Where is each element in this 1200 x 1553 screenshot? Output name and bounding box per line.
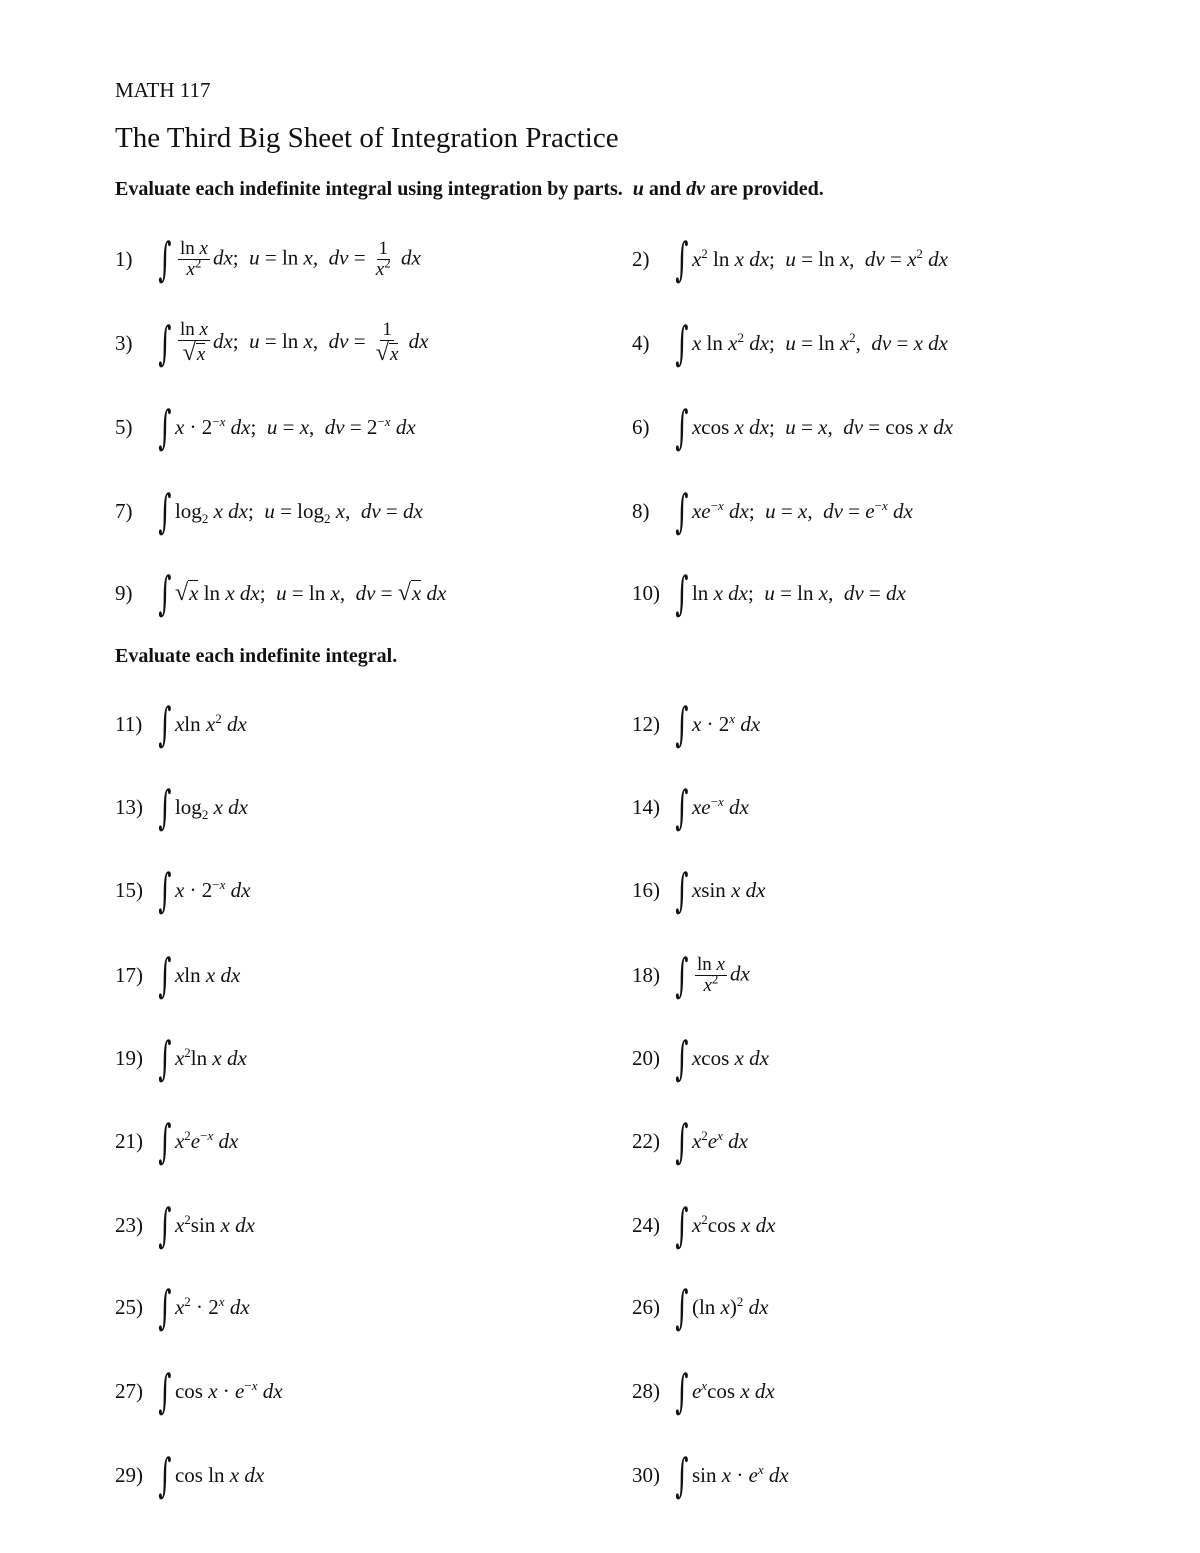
problem-number: 30) bbox=[632, 1462, 660, 1487]
problem-number: 17) bbox=[115, 962, 143, 987]
integral-symbol: ∫ bbox=[675, 484, 689, 538]
integral-symbol: ∫ bbox=[675, 1448, 689, 1502]
problem-30 bbox=[632, 1440, 789, 1510]
problem-18 bbox=[632, 940, 750, 1010]
integral-symbol: ∫ bbox=[158, 232, 172, 286]
problem-expression: $x^2\cos$ x dx bbox=[691, 1211, 776, 1237]
problem-9 bbox=[115, 558, 446, 628]
course-label: MATH 117 bbox=[115, 78, 211, 102]
problem-expression: xcos x dx bbox=[691, 1045, 769, 1070]
problem-20 bbox=[632, 1023, 769, 1093]
problem-12 bbox=[632, 689, 760, 759]
problem-expression: xln x dx bbox=[174, 962, 241, 987]
problem-10 bbox=[632, 558, 906, 628]
problem-expression: $\frac{\text{ln x}}{√x}$ dx; u = ln x, dv = $\frac{1}{√x}$ dx bbox=[179, 318, 429, 366]
integral-symbol: ∫ bbox=[158, 566, 172, 620]
integral-symbol: ∫ bbox=[675, 1031, 689, 1085]
integral-symbol: ∫ bbox=[675, 697, 689, 751]
problem-17 bbox=[115, 940, 240, 1010]
integral-symbol: ∫ bbox=[158, 1031, 172, 1085]
problem-expression: $\frac{\text{ln x}}{x^2}$ dx; u = ln x, dv = $\frac{1}{x^2}$ dx bbox=[179, 237, 421, 280]
problem-expression: $xe^{-x}$ dx bbox=[691, 793, 749, 819]
integral-symbol: ∫ bbox=[158, 400, 172, 454]
problem-14 bbox=[632, 772, 749, 842]
problem-number: 10) bbox=[632, 580, 660, 605]
problem-expression: $\cos x \cdot e^{-x}$ dx bbox=[174, 1377, 283, 1403]
integral-symbol: ∫ bbox=[675, 1114, 689, 1168]
problem-27 bbox=[115, 1356, 283, 1426]
integral-symbol: ∫ bbox=[158, 863, 172, 917]
problem-expression: $x \cdot 2^x$ dx bbox=[691, 710, 761, 736]
integral-symbol: ∫ bbox=[675, 232, 689, 286]
problem-23 bbox=[115, 1190, 255, 1260]
integral-symbol: ∫ bbox=[158, 1364, 172, 1418]
integral-symbol: ∫ bbox=[158, 316, 172, 370]
problem-28 bbox=[632, 1356, 775, 1426]
problem-number: 6) bbox=[632, 414, 650, 439]
problem-26 bbox=[632, 1272, 768, 1342]
problem-number: 12) bbox=[632, 711, 660, 736]
problem-expression: $\log_2 x$ dx bbox=[174, 794, 248, 822]
problem-2 bbox=[632, 224, 948, 294]
problem-expression: $x^2e^x$ dx bbox=[691, 1127, 748, 1153]
problem-number: 26) bbox=[632, 1294, 660, 1319]
problem-3 bbox=[115, 308, 428, 378]
problem-number: 13) bbox=[115, 794, 143, 819]
problem-expression: xcos x dx; u = x, dv = cos x dx bbox=[691, 414, 954, 439]
instructions-part1 bbox=[115, 178, 824, 201]
problem-expression: $x^2\ln$ x dx bbox=[174, 1044, 247, 1070]
integral-symbol: ∫ bbox=[158, 1198, 172, 1252]
problem-29 bbox=[115, 1440, 264, 1510]
problem-number: 8) bbox=[632, 498, 650, 523]
problem-15 bbox=[115, 855, 251, 925]
instr-and: and bbox=[648, 178, 682, 200]
problem-1 bbox=[115, 224, 421, 294]
instr-u: u bbox=[632, 178, 644, 200]
problem-number: 3) bbox=[115, 330, 133, 355]
problem-21 bbox=[115, 1106, 238, 1176]
problem-5 bbox=[115, 392, 416, 462]
integral-symbol: ∫ bbox=[158, 780, 172, 834]
integral-symbol: ∫ bbox=[675, 566, 689, 620]
problem-number: 14) bbox=[632, 794, 660, 819]
problem-expression: $x \cdot 2^{-x}$ dx; u = x, dv = $2^{-x}$ dx bbox=[174, 413, 416, 439]
problem-24 bbox=[632, 1190, 775, 1260]
integral-symbol: ∫ bbox=[158, 484, 172, 538]
instr-part1-text: Evaluate each indefinite integral using integration by parts. bbox=[115, 178, 623, 200]
problem-number: 20) bbox=[632, 1045, 660, 1070]
problem-13 bbox=[115, 772, 248, 842]
problem-number: 16) bbox=[632, 877, 660, 902]
problem-expression: xsin x dx bbox=[691, 877, 766, 902]
problem-expression: $x^2$ ln x dx; u = ln x, dv = $x^2$ dx bbox=[691, 245, 948, 271]
integral-symbol: ∫ bbox=[158, 1280, 172, 1334]
problem-19 bbox=[115, 1023, 247, 1093]
page-title: The Third Big Sheet of Integration Practice bbox=[115, 122, 619, 154]
problem-expression: $x^2 \cdot 2^x$ dx bbox=[174, 1293, 250, 1319]
problem-expression: $\log_2 x$ dx; $u = \log_2 x$, dv = dx bbox=[174, 498, 423, 526]
integral-symbol: ∫ bbox=[675, 316, 689, 370]
problem-number: 29) bbox=[115, 1462, 143, 1487]
integral-symbol: ∫ bbox=[675, 863, 689, 917]
problem-expression: x $\ln x^2$ dx; $u = \ln x^2$, dv = x dx bbox=[691, 329, 948, 355]
instr-dv: dv bbox=[686, 178, 706, 200]
integral-symbol: ∫ bbox=[158, 697, 172, 751]
problem-expression: $x^2\sin$ x dx bbox=[174, 1211, 255, 1237]
problem-number: 4) bbox=[632, 330, 650, 355]
problem-11 bbox=[115, 689, 247, 759]
problem-25 bbox=[115, 1272, 250, 1342]
problem-number: 11) bbox=[115, 711, 143, 736]
problem-number: 21) bbox=[115, 1128, 143, 1153]
problem-expression: ln x dx; u = ln x, dv = dx bbox=[691, 580, 906, 605]
problem-expression: $x \cdot 2^{-x}$ dx bbox=[174, 876, 251, 902]
problem-number: 19) bbox=[115, 1045, 143, 1070]
problem-number: 1) bbox=[115, 246, 133, 271]
problem-number: 5) bbox=[115, 414, 133, 439]
integral-symbol: ∫ bbox=[158, 948, 172, 1002]
problem-6 bbox=[632, 392, 953, 462]
problem-22 bbox=[632, 1106, 748, 1176]
problem-expression: cos ln x dx bbox=[174, 1462, 265, 1487]
problem-expression: $e^x\cos$ x dx bbox=[691, 1377, 775, 1403]
problem-8 bbox=[632, 476, 913, 546]
integral-symbol: ∫ bbox=[675, 1198, 689, 1252]
integral-symbol: ∫ bbox=[675, 1364, 689, 1418]
problem-number: 28) bbox=[632, 1378, 660, 1403]
instructions-part2: Evaluate each indefinite integral. bbox=[115, 645, 398, 667]
problem-expression: $\frac{\text{ln x}}{x^2}$ dx bbox=[696, 953, 750, 996]
problem-number: 15) bbox=[115, 877, 143, 902]
problem-number: 23) bbox=[115, 1212, 143, 1237]
integral-symbol: ∫ bbox=[675, 780, 689, 834]
problem-number: 2) bbox=[632, 246, 650, 271]
integral-symbol: ∫ bbox=[675, 400, 689, 454]
problem-expression: xln $x^2$ dx bbox=[174, 710, 247, 736]
integral-symbol: ∫ bbox=[158, 1448, 172, 1502]
problem-number: 7) bbox=[115, 498, 133, 523]
problem-expression: $x^2e^{-x}$ dx bbox=[174, 1127, 239, 1153]
integral-symbol: ∫ bbox=[675, 948, 689, 1002]
problem-number: 22) bbox=[632, 1128, 660, 1153]
problem-number: 9) bbox=[115, 580, 133, 605]
problem-number: 27) bbox=[115, 1378, 143, 1403]
problem-4 bbox=[632, 308, 948, 378]
integral-symbol: ∫ bbox=[675, 1280, 689, 1334]
problem-expression: (ln x)$^2$ dx bbox=[691, 1293, 769, 1319]
integral-symbol: ∫ bbox=[158, 1114, 172, 1168]
problem-7 bbox=[115, 476, 423, 546]
instr-part1-end: are provided. bbox=[710, 178, 824, 200]
problem-number: 24) bbox=[632, 1212, 660, 1237]
problem-number: 25) bbox=[115, 1294, 143, 1319]
problem-expression: $\sin x \cdot e^x$ dx bbox=[691, 1461, 789, 1487]
problem-expression: √x ln x dx; u = ln x, dv = √x dx bbox=[174, 579, 447, 606]
problem-number: 18) bbox=[632, 962, 660, 987]
problem-expression: $xe^{-x}$ dx; u = x, dv = $e^{-x}$ dx bbox=[691, 497, 913, 523]
problem-16 bbox=[632, 855, 765, 925]
